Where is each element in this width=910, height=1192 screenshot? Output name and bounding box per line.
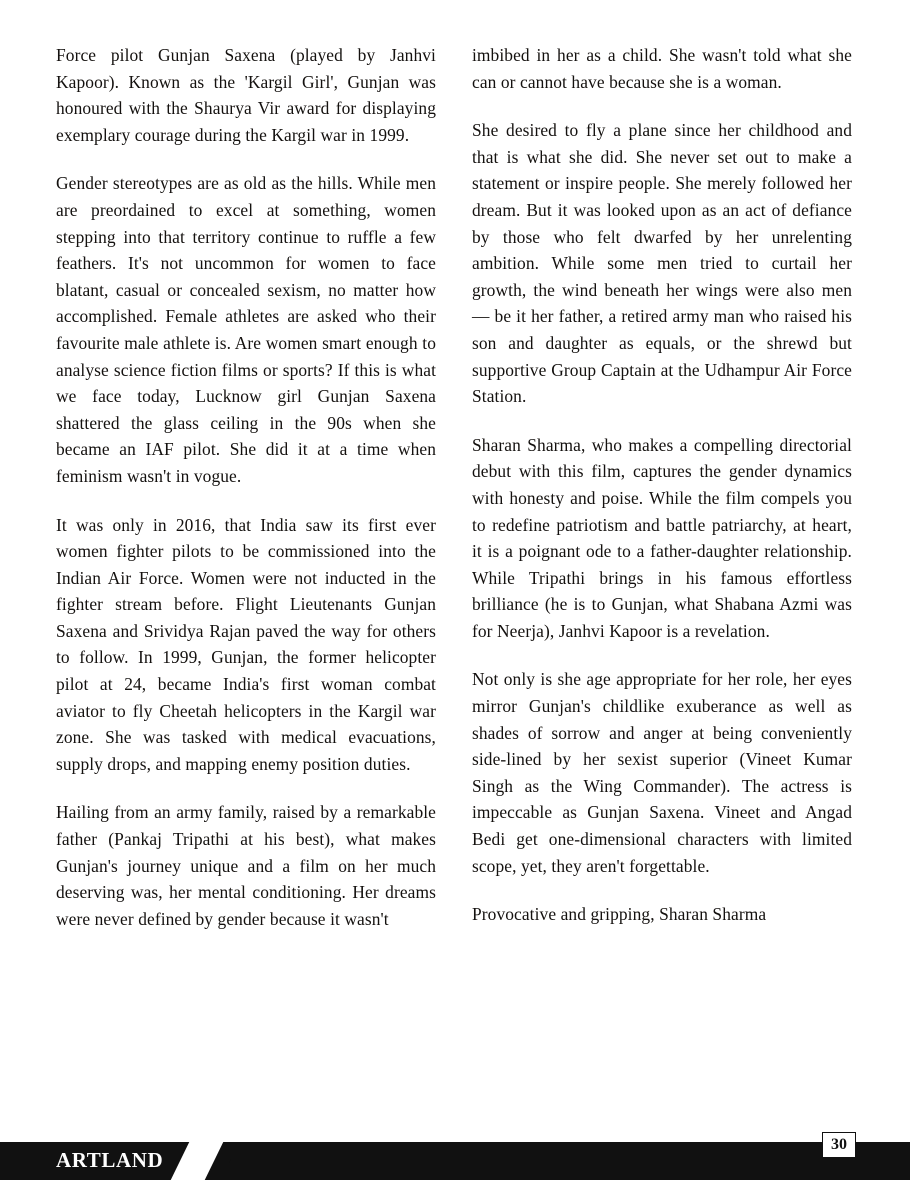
article-body <box>56 42 852 1104</box>
paragraph: Provocative and gripping, Sharan Sharma <box>472 904 767 925</box>
paragraph: imbibed in her as a child. She wasn't told what she can or cannot have because she is a woman. <box>472 45 852 92</box>
right-column <box>472 42 852 1104</box>
paragraph: Gender stereotypes are as old as the hills. While men are preordained to excel at something, women stepping into that territory continue to ruffle a few feathers. It's not uncommon for women to face blatant, casual or concealed sexism, no matter how accomplished. Female athletes are asked who their favourite male athlete is. Are women smart enough to analyse science fiction films or sports? If this is what we face today, Lucknow girl Gunjan Saxena shattered the glass ceiling in the 90s when she became an IAF pilot. She did it at a time when feminism wasn't in vogue. <box>56 173 436 486</box>
brand-label: ARTLAND <box>56 1148 164 1172</box>
paragraph: Hailing from an army family, raised by a remarkable father (Pankaj Tripathi at his best), what makes Gunjan's journey unique and a film on her much deserving was, her mental conditioning. Her dreams were never defined by gender because it wasn't <box>56 802 436 929</box>
left-column <box>56 42 436 1104</box>
paragraph: She desired to fly a plane since her childhood and that is what she did. She never set out to make a statement or inspire people. She merely followed her dream. But it was looked upon as an act of defiance by those who felt dwarfed by her unrelenting ambition. While some men tried to curtail her growth, the wind beneath her wings were also men — be it her father, a retired army man who raised his son and daughter as equals, or the shrewd but supportive Group Captain at the Udhampur Air Force Station. <box>472 120 852 407</box>
page-footer <box>0 1130 910 1192</box>
paragraph: It was only in 2016, that India saw its first ever women fighter pilots to be commissioned into the Indian Air Force. Women were not inducted in the fighter stream before. Flight Lieutenants Gunjan Saxena and Srividya Rajan paved the way for others to follow. In 1999, Gunjan, the former helicopter pilot at 24, became India's first woman combat aviator to fly Cheetah helicopters in the Kargil war zone. She was tasked with medical evacuations, supply drops, and mapping enemy position duties. <box>56 514 436 774</box>
paragraph: Not only is she age appropriate for her role, her eyes mirror Gunjan's childlike exuberance as well as shades of sorrow and anger at being conveniently side-lined by her sexist superior (Vineet Kumar Singh as the Wing Commander). The actress is impeccable as Gunjan Saxena. Vineet and Angad Bedi get one-dimensional characters with limited scope, yet, they aren't forgettable. <box>472 669 852 876</box>
paragraph: Sharan Sharma, who makes a compelling directorial debut with this film, captures the gender dynamics with honesty and poise. While the film compels you to redefine patriotism and battle patriarchy, at heart, it is a poignant ode to a father-daughter relationship. While Tripathi brings in his famous effortless brilliance (he is to Gunjan, what Shabana Azmi was for Neerja), Janhvi Kapoor is a revelation. <box>472 434 852 641</box>
page-number: 30 <box>822 1132 856 1158</box>
paragraph: Force pilot Gunjan Saxena (played by Janhvi Kapoor). Known as the 'Kargil Girl', Gunjan was honoured with the Shaurya Vir award for displaying exemplary courage during the Kargil war in 1999. <box>56 45 436 145</box>
